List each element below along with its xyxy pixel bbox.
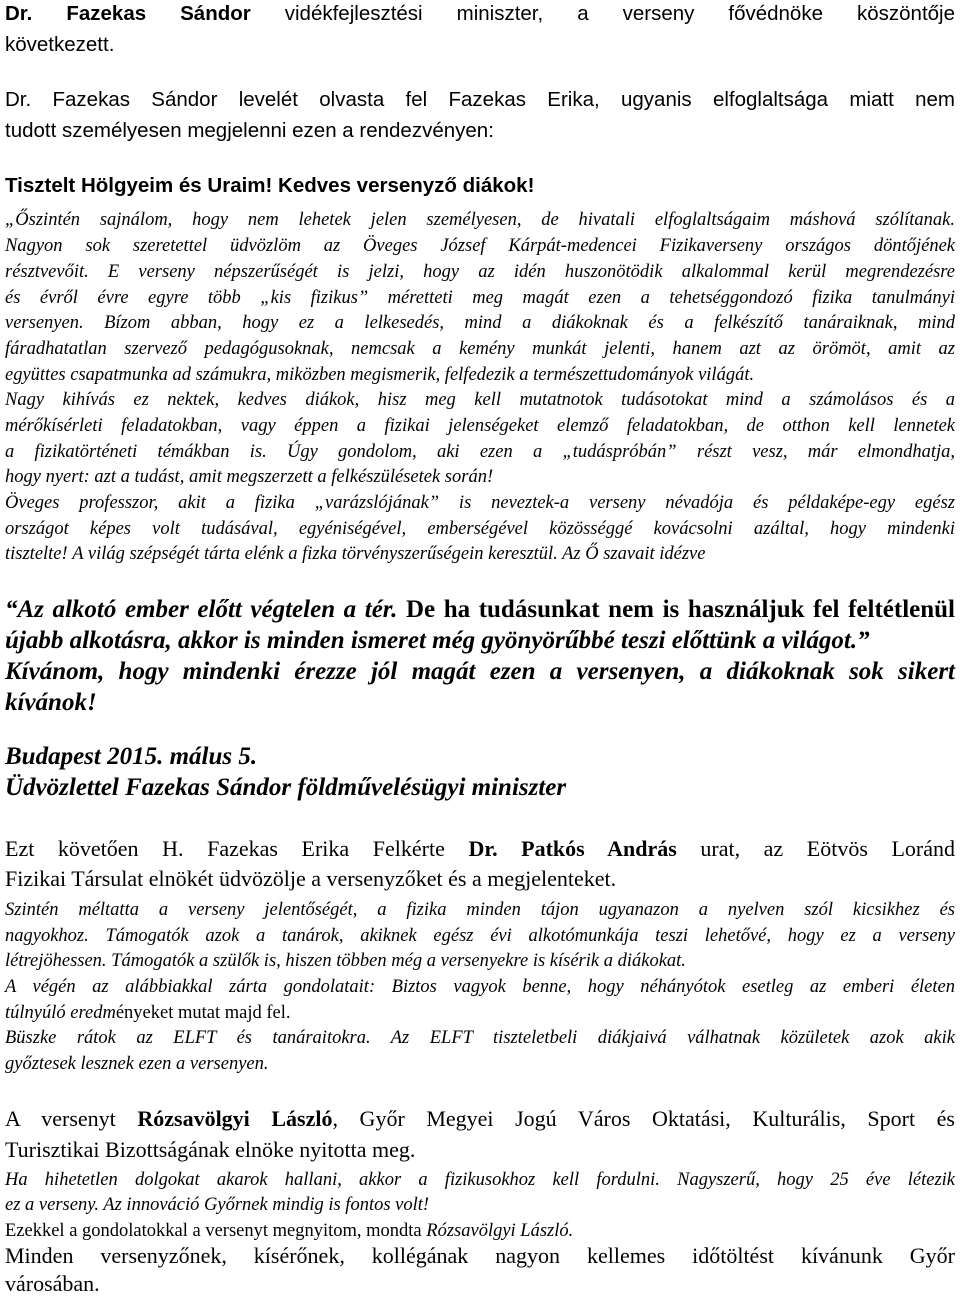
- intro-line-3: Dr. Fazekas Sándor levelét olvasta fel Fazekas Erika, ugyanis elfoglaltsága miatt nem: [5, 88, 955, 111]
- letter-line-3: résztvevőit. E verseny népszerűségét is jelzi, hogy az idén huszonötödik alkalommal kerül megrendezésre: [5, 262, 955, 282]
- letter-line-9: mérőkísérleti feladatokban, vagy éppen a fizikai jelenségeket elemző feladatokban, de otthon kell lennetek: [5, 416, 955, 436]
- intro-line-4: tudott személyesen megjelenni ezen a rendezvényen:: [5, 119, 494, 142]
- patkos-detail-3: létrejöhessen. Támogatók a szülők is, hiszen többen még a versenyekre is kísérik a diákokat.: [5, 951, 686, 971]
- minister-name: Dr. Fazekas Sándor: [5, 2, 251, 25]
- patkos-line-2: Fizikai Társulat elnökét üdvözölje a versenyzőket és a megjelenteket.: [5, 866, 617, 891]
- letter-line-7: együttes csapatmunka ad számukra, miközben megismerik, felfedezik a természettudományok világát.: [5, 365, 755, 385]
- rozsa-line-4: ez a verseny. Az innováció Győrnek mindig is fontos volt!: [5, 1195, 430, 1215]
- letter-line-14: tiszteltе! A világ szépségét tárta elénk a fizka törvényszerűségein keresztül. Az Ő szavait idézve: [5, 544, 706, 564]
- rozsa-line-5: Ezekkel a gondolatokkal a versenyt megnyitom, mondta Rózsavölgyi László.: [5, 1221, 574, 1241]
- letter-line-2: Nagyon sok szeretettel üdvözlöm az Öveges József Kárpát-medencei Fizikaverseny országos döntőjének: [5, 236, 955, 256]
- letter-line-1: „Őszintén sajnálom, hogy nem lehetek jelen személyesen, de hivatali elfoglaltságaim máshová szólítanak.: [5, 210, 955, 230]
- rozsa-line-7: városában.: [5, 1271, 100, 1296]
- letter-line-5: versenyen. Bízom abban, hogy ez a lelkesedés, mind a diákoknak és a felkészítő tanáraiknak, mind: [5, 313, 955, 333]
- letter-line-10: a fizikatörténeti témákban is. Úgy gondolom, aki ezen a „tudáspróbán” részt vesz, már elmondhatja,: [5, 442, 955, 462]
- letter-line-13: országot képes volt tudásával, egyéniségével, emberségével közösséggé kovácsolni azáltal, hogy mindenki: [5, 519, 955, 539]
- letter-line-6: fáradhatatlan szervező pedagógusoknak, nemcsak a kemény munkát jelenti, hanem azt az örömöt, amit az: [5, 339, 955, 359]
- rozsa-name: Rózsavölgyi László: [137, 1106, 333, 1131]
- patkos-detail-5: túlnyúló eredményeket mutat majd fel.: [5, 1003, 291, 1023]
- letter-line-11: hogy nyert: azt a tudást, amit megszerzett a felkészülésetek során!: [5, 467, 494, 487]
- patkos-name: Patkós András: [521, 836, 677, 861]
- quote-line-4: kívánok!: [5, 689, 97, 716]
- quote-line-2: újabb alkotásra, akkor is minden ismeret még gyönyörűbbé teszi előttünk a világot.”: [5, 627, 870, 654]
- rozsa-line-2: Turisztikai Bizottságának elnöke nyitotta meg.: [5, 1137, 416, 1162]
- patkos-line-1: Ezt követően H. Fazekas Erika Felkérte Dr. Patkós András urat, az Eötvös Loránd: [5, 836, 956, 861]
- rozsa-line-3: Ha hihetetlen dolgokat akarok hallani, akkor a fizikusokhoz kell fordulni. Nagyszerű, hogy 25 éve létezik: [5, 1170, 955, 1190]
- patkos-detail-4: A végén az alábbiakkal zárta gondolatait: Biztos vagyok benne, hogy néhányótok esetleg az emberi életen: [5, 977, 955, 997]
- rozsa-line-1: A versenyt Rózsavölgyi László, Győr Megyei Jogú Város Oktatási, Kulturális, Sport és: [5, 1106, 955, 1131]
- intro-line-2: következett.: [5, 33, 115, 56]
- intro-line-1: Dr. Fazekas Sándor vidékfejlesztési miniszter, a verseny fővédnöke köszöntője: [5, 2, 955, 25]
- patkos-detail-1: Szintén méltatta a verseny jelentőségét, a fizika minden tájon ugyanazon a nyelven szól kicsikhez és: [5, 900, 955, 920]
- closing-signature: Üdvözlettel Fazekas Sándor földművelésügyi miniszter: [5, 774, 567, 801]
- patkos-detail-2: nagyokhoz. Támogatók azok a tanárok, akiknek egész évi alkotómunkája teszi lehetővé, hogy ez a verseny: [5, 926, 955, 946]
- patkos-detail-6: Büszke rátok az ELFT és tanáraitokra. Az ELFT tiszteletbeli diákjaivá válhatnak közületek azok akik: [5, 1028, 955, 1048]
- greeting: Tisztelt Hölgyeim és Uraim! Kedves versenyző diákok!: [5, 174, 535, 197]
- patkos-detail-7: győztesek lesznek ezen a versenyen.: [5, 1054, 269, 1074]
- quote-line-3: Kívánom, hogy mindenki érezze jól magát ezen a versenyen, a diákoknak sok sikert: [5, 658, 955, 685]
- letter-line-8: Nagy kihívás ez nektek, kedves diákok, hisz meg kell mutatnotok tudásotokat mind a számolásos és a: [5, 390, 955, 410]
- quote-line-1: “Az alkotó ember előtt végtelen a tér. De ha tudásunkat nem is használjuk fel feltétlenül: [5, 596, 955, 623]
- letter-line-12: Öveges professzor, akit a fizika „varázslójának” is neveztek-a verseny névadója és példaképe-egy egész: [5, 493, 955, 513]
- closing-date: Budapest 2015. málus 5.: [5, 743, 258, 770]
- rozsa-line-6: Minden versenyzőnek, kísérőnek, kollégának nagyon kellemes időtöltést kívánunk Győr: [5, 1243, 955, 1268]
- letter-line-4: és évről évre egyre több „kis fizikus” méretteti meg magát ezen a tehetséggondozó fizika tanulmányi: [5, 288, 955, 308]
